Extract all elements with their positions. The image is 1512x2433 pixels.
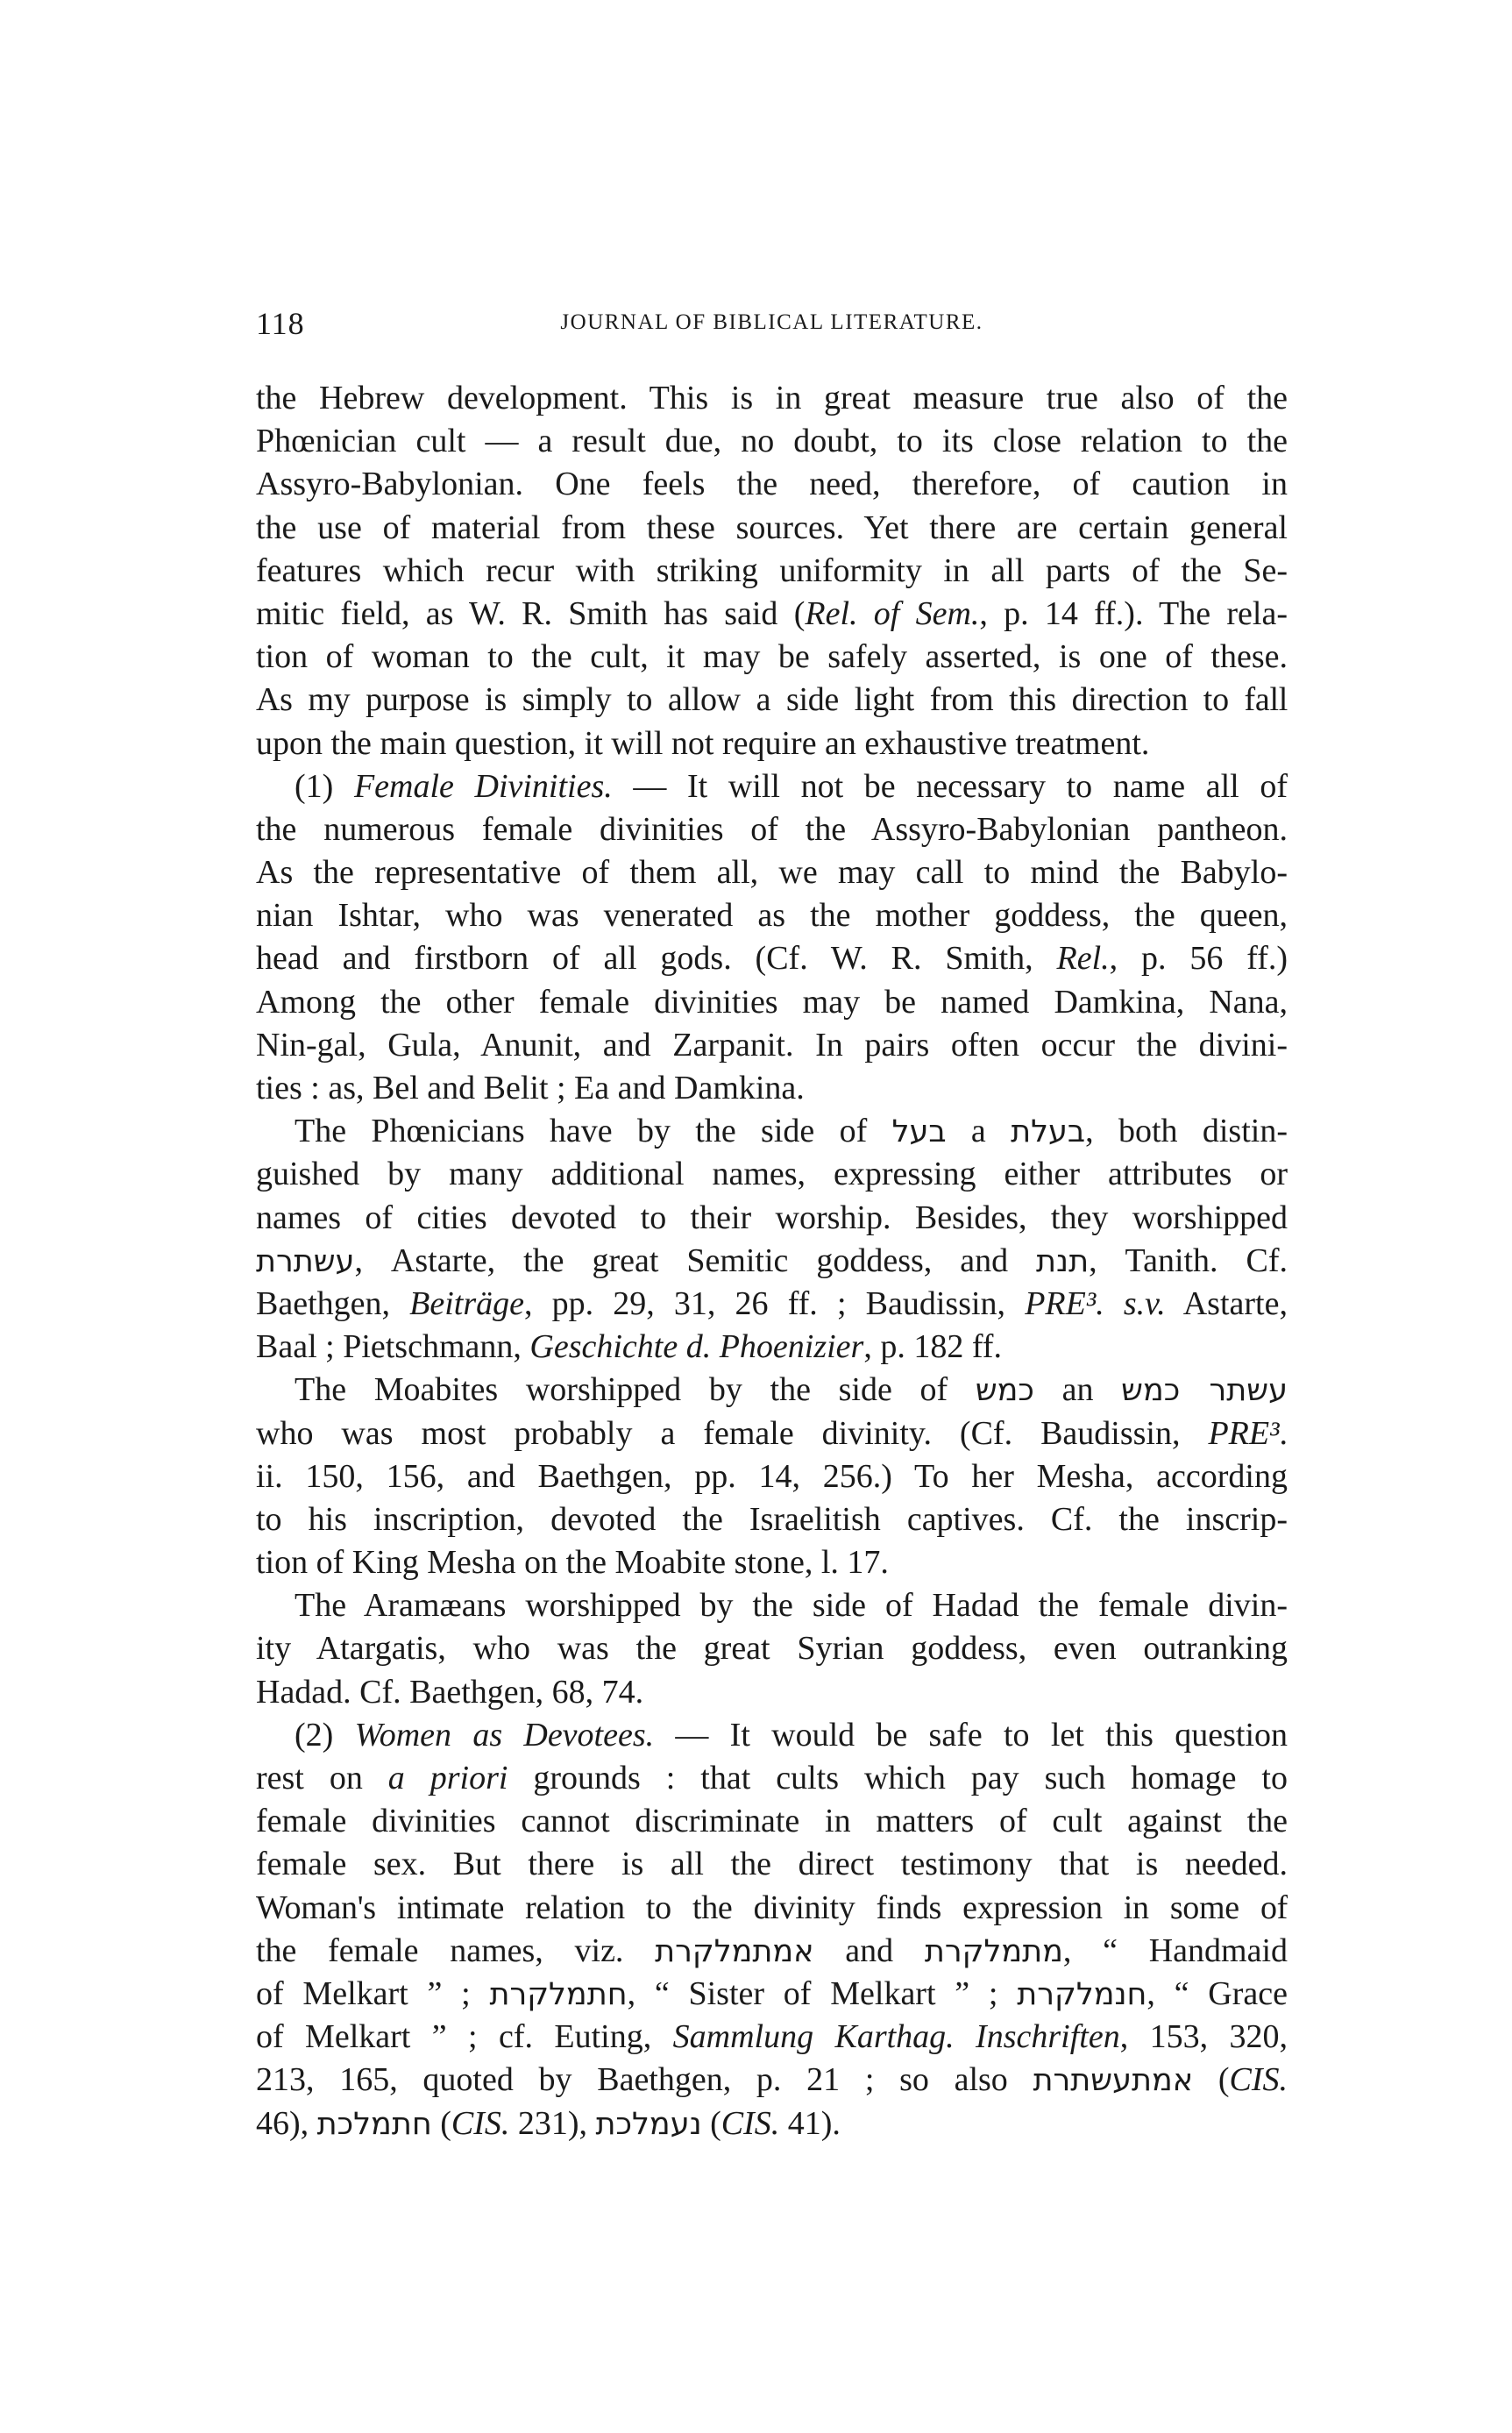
text-line: of Melkart ” ; cf. Euting, Sammlung Karthag. Inschriften, 153, 320, [256,2018,1288,2056]
text-line: Assyro-Babylonian. One feels the need, therefore, of caution in [256,466,1288,503]
page-number: 118 [256,306,305,341]
section-heading-female-divinities: (1) Female Divinities. — It will not be necessary to name all of [295,767,1288,805]
text-line: Woman's intimate relation to the divinity finds expression in some of [256,1889,1288,1926]
text-line: head and firstborn of all gods. (Cf. W. R. Smith, Rel., p. 56 ff.) [256,940,1288,978]
text-line: female divinities cannot discriminate in matters of cult against the [256,1803,1288,1840]
text-line: the use of material from these sources. Yet there are certain general [256,509,1288,546]
text-line: upon the main question, it will not require an exhaustive treatment. [256,724,1150,762]
text-line: Nin-gal, Gula, Anunit, and Zarpanit. In pairs often occur the divini- [256,1026,1288,1064]
body-text [256,377,1288,2145]
text-line: names of cities devoted to their worship. Besides, they worshipped [256,1199,1288,1236]
text-line: Baethgen, Beiträge, pp. 29, 31, 26 ff. ; Baudissin, PRE³. s.v. Astarte, [256,1284,1288,1322]
text-line: mitic field, as W. R. Smith has said (Rel. of Sem., p. 14 ff.). The rela- [256,594,1288,632]
text-line: As the representative of them all, we may call to mind the Babylo- [256,854,1288,892]
text-line: 213, 165, quoted by Baethgen, p. 21 ; so also אמתעשתרת (CIS. [256,2061,1288,2099]
section-heading-women-as-devotees: (2) Women as Devotees. — It would be safe to let this question [295,1716,1288,1754]
text-line: female sex. But there is all the direct testimony that is needed. [256,1846,1288,1883]
page-header [256,305,1288,344]
text-line: Baal ; Pietschmann, Geschichte d. Phoenizier, p. 182 ff. [256,1328,1002,1366]
text-line: The Aramæans worshipped by the side of Hadad the female divin- [295,1587,1288,1625]
text-line: who was most probably a female divinity. (Cf. Baudissin, PRE³. [256,1414,1288,1452]
text-line: The Moabites worshipped by the side of כמש an עשתר כמש [295,1371,1288,1409]
text-line: the numerous female divinities of the Assyro-Babylonian pantheon. [256,810,1288,848]
text-line: ties : as, Bel and Belit ; Ea and Damkina. [256,1070,805,1106]
text-line: As my purpose is simply to allow a side light from this direction to fall [256,681,1288,719]
text-line: tion of King Mesha on the Moabite stone, l. 17. [256,1544,889,1582]
text-line: to his inscription, devoted the Israelitish captives. Cf. the inscrip- [256,1500,1288,1538]
text-line: of Melkart ” ; חתמלקרת, “ Sister of Melkart ” ; חנמלקרת, “ Grace [256,1974,1288,2012]
text-line: features which recur with striking uniformity in all parts of the Se- [256,551,1288,589]
text-line: The Phœnicians have by the side of בעל a בעלת, both distin- [295,1113,1288,1150]
text-line: the Hebrew development. This is in great measure true also of the [256,380,1288,416]
text-line: tion of woman to the cult, it may be safely asserted, is one of these. [256,638,1288,676]
text-line: guished by many additional names, expressing either attributes or [256,1156,1288,1193]
running-title: JOURNAL OF BIBLICAL LITERATURE. [560,310,983,334]
text-line: ity Atargatis, who was the great Syrian goddess, even outranking [256,1630,1288,1668]
text-line: עשתרת, Astarte, the great Semitic goddess, and תנת, Tanith. Cf. [256,1241,1288,1279]
text-line: nian Ishtar, who was venerated as the mother goddess, the queen, [256,897,1288,935]
text-line: the female names, viz. אמתמלקרת and מתמלקרת, “ Handmaid [256,1931,1288,1969]
text-line: Among the other female divinities may be named Damkina, Nana, [256,983,1288,1021]
text-line: rest on a priori grounds : that cults which pay such homage to [256,1760,1288,1796]
text-line: ii. 150, 156, and Baethgen, pp. 14, 256.) To her Mesha, according [256,1457,1288,1495]
text-line: 46), חתמלכת (CIS. 231), נעמלכת (CIS. 41). [256,2104,841,2142]
text-line: Hadad. Cf. Baethgen, 68, 74. [256,1673,644,1711]
text-line: Phœnician cult — a result due, no doubt, to its close relation to the [256,423,1288,460]
